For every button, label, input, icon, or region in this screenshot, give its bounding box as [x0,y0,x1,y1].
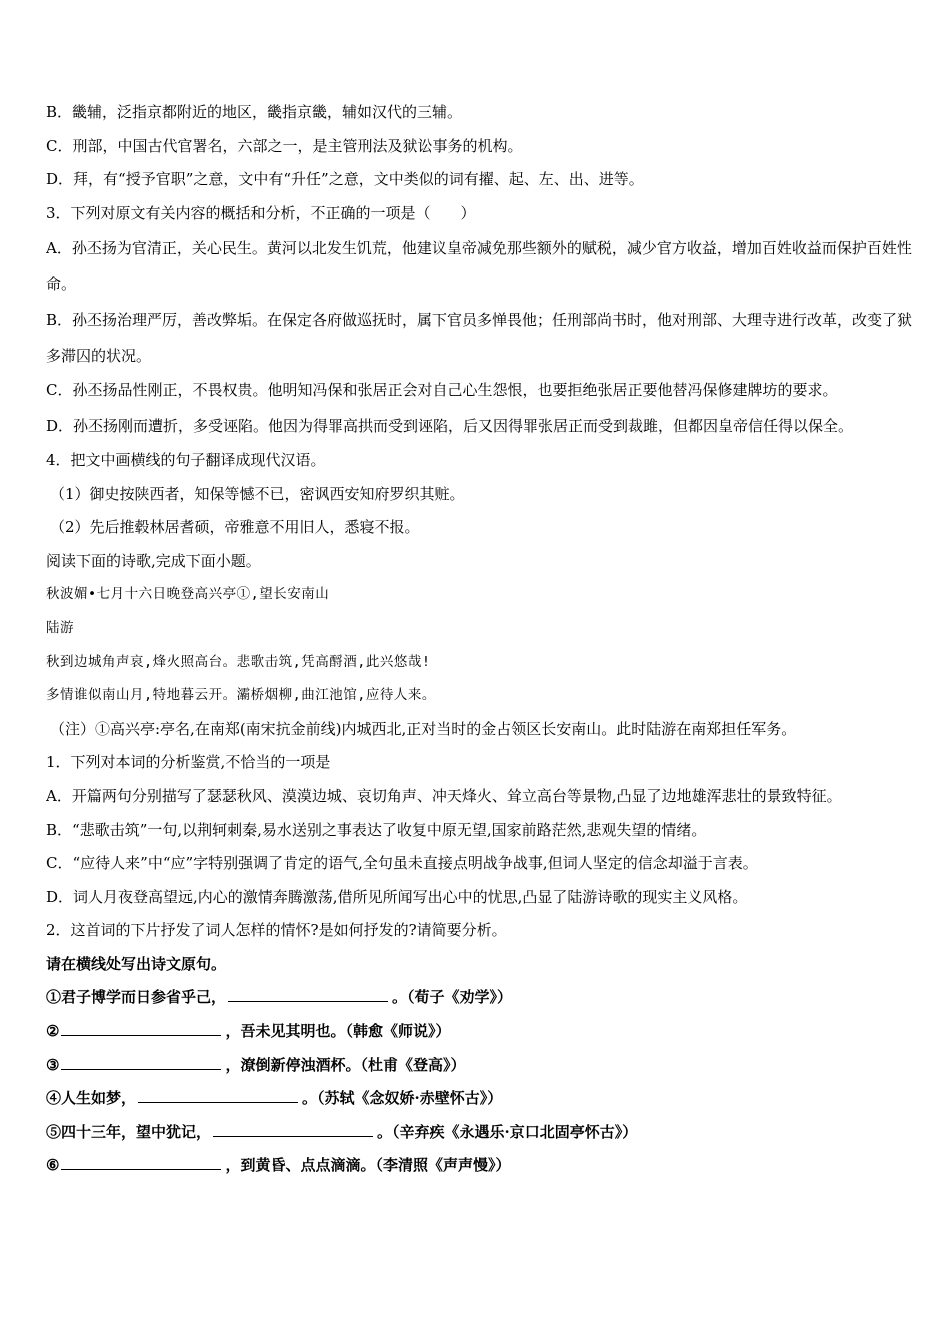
poem-instruction: 阅读下面的诗歌,完成下面小题。 [46,551,261,570]
answer-blank[interactable] [61,1055,221,1070]
poem-question-1: 1．下列对本词的分析鉴赏,不恰当的一项是 [46,753,331,772]
fill-item-1 [46,981,918,1015]
q3-option-d: D．孙丕扬刚而遭折，多受诬陷。他因为得罪高拱而受到诬陷，后又因得罪张居正而受到裁雎，但都因皇帝信任得以保全。 [46,416,854,435]
q3-option-c: C．孙丕扬品性刚正，不畏权贵。他明知冯保和张居正会对自己心生怨恨，也要拒绝张居正要他替冯保修建牌坊的要求。 [46,381,838,400]
poem-annotation: （注）①高兴亭:亭名,在南郑(南宋抗金前线)内城西北,正对当时的金占领区长安南山。此时陆游在南郑担任军务。 [50,719,797,738]
option-d-bai: D．拜，有“授予官职”之意，文中有“升任”之意，文中类似的词有擢、起、左、出、进等。 [46,170,644,189]
fill-item-4 [46,1082,918,1116]
fill-item-after: ，吾未见其明也。（韩愈《师说》） [225,1022,451,1041]
fill-item-before: ② [46,1022,60,1041]
fill-item-after: 。（苏轼《念奴娇·赤壁怀古》） [302,1089,503,1108]
fill-item-after: ，潦倒新停浊酒杯。（杜甫《登高》） [225,1055,466,1074]
answer-blank[interactable] [213,1122,373,1137]
poem-q1-option-c: C．“应待人来”中“应”字特别强调了肯定的语气,全句虽未直接点明战争战事,但词人坚定的信念却溢于言表。 [46,854,758,873]
poem-stanza-1: 秋到边城角声哀,烽火照高台。悲歌击筑,凭高酹酒,此兴悠哉! [46,653,431,670]
option-b-jifu: B．畿辅，泛指京都附近的地区，畿指京畿，辅如汉代的三辅。 [46,103,463,121]
q4-sentence-2: （2）先后推毂林居耆硕，帝雅意不用旧人，悉寝不报。 [50,518,420,537]
poem-author: 陆游 [46,619,74,636]
fill-item-3 [46,1049,918,1083]
poem-stanza-2: 多情谁似南山月,特地暮云开。灞桥烟柳,曲江池馆,应待人来。 [46,687,436,704]
answer-blank[interactable] [138,1088,298,1103]
fill-item-2 [46,1015,918,1049]
fill-in-heading: 请在横线处写出诗文原句。 [46,954,227,973]
q4-sentence-1: （1）御史按陕西者，知保等憾不已，密讽西安知府罗织其赃。 [50,484,465,503]
fill-item-before: ①君子博学而日参省乎己， [46,988,227,1007]
fill-item-5 [46,1116,918,1150]
document-page [46,96,918,1183]
fill-item-before: ③ [46,1055,60,1074]
fill-item-6 [46,1149,918,1183]
poem-q1-option-b: B．“悲歌击筑”一句,以荆轲刺秦,易水送别之事表达了收复中原无望,国家前路茫然,悲观失望的情绪。 [46,820,707,839]
question-3: 3．下列对原文有关内容的概括和分析，不正确的一项是（ ） [46,203,476,222]
poem-q1-option-a: A．开篇两句分别描写了瑟瑟秋风、漠漠边城、哀切角声、冲天烽火、耸立高台等景物,凸显了边地雄浑悲壮的景致特征。 [46,786,842,805]
poem-question-2: 2．这首词的下片抒发了词人怎样的情怀?是如何抒发的?请简要分析。 [46,921,507,940]
answer-blank[interactable] [61,1155,221,1170]
option-c-xingbu: C．刑部，中国古代官署名，六部之一，是主管刑法及狱讼事务的机构。 [46,136,523,155]
q3-option-b: B．孙丕扬治理严厉，善改弊垢。在保定各府做巡抚时，属下官员多惮畏他；任刑部尚书时，他对刑部、大理寺进行改革，改变了狱多滞囚的状况。 [46,311,913,366]
fill-item-after: ，到黄昏、点点滴滴。（李清照《声声慢》） [225,1156,511,1175]
answer-blank[interactable] [228,987,388,1002]
question-4: 4．把文中画横线的句子翻译成现代汉语。 [46,450,326,469]
answer-blank[interactable] [61,1021,221,1036]
fill-item-after: 。（辛弃疾《永遇乐·京口北固亭怀古》） [377,1122,638,1141]
fill-item-after: 。（荀子《劝学》） [392,988,513,1007]
fill-item-before: ④人生如梦， [46,1089,137,1108]
poem-title: 秋波媚•七月十六日晚登高兴亭①,望长安南山 [46,586,330,603]
poem-q1-option-d: D．词人月夜登高望远,内心的激情奔腾激荡,借所见所闻写出心中的忧思,凸显了陆游诗歌的现实主义风格。 [46,887,748,906]
fill-item-before: ⑥ [46,1156,60,1175]
q3-option-a: A．孙丕扬为官清正，关心民生。黄河以北发生饥荒，他建议皇帝减免那些额外的赋税，减少官方收益，增加百姓收益而保护百姓性命。 [46,239,912,294]
fill-item-before: ⑤四十三年，望中犹记， [46,1122,212,1141]
